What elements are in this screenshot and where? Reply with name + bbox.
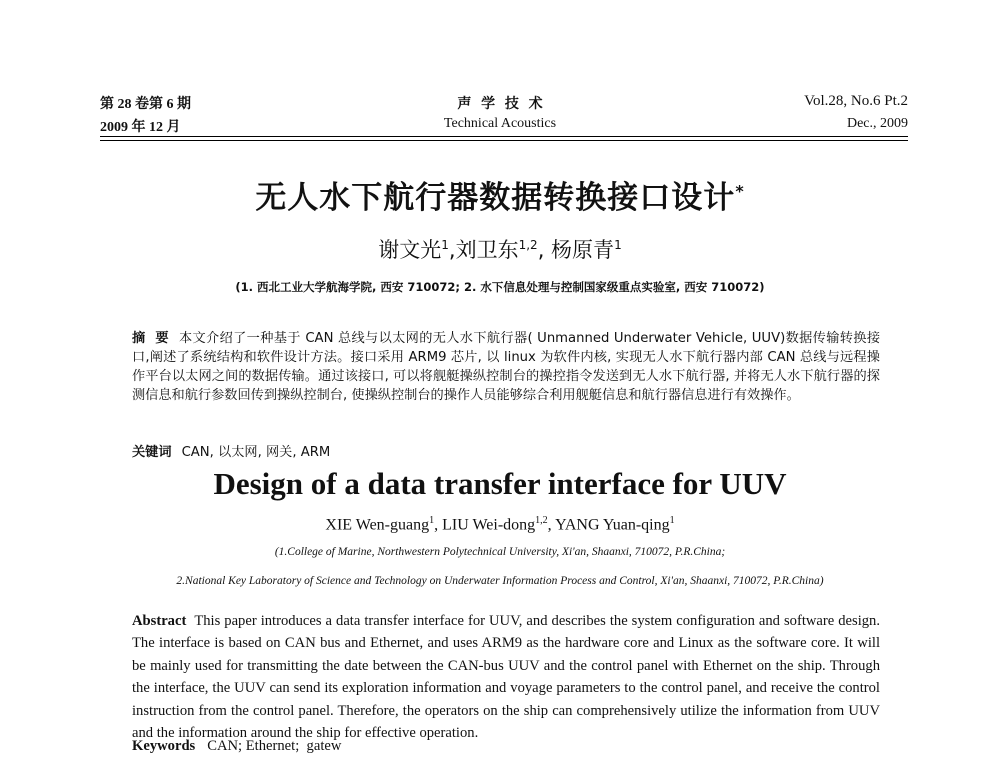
- en-title: Design of a data transfer interface for UUV: [213, 466, 787, 501]
- en-author-3: , YANG Yuan-qing: [547, 516, 670, 534]
- header-volume-cn: 第 28 卷第 6 期: [100, 97, 191, 112]
- en-author-2: , LIU Wei-dong: [434, 516, 536, 534]
- cn-keywords-label: 关键词: [132, 445, 172, 460]
- cn-title: [0, 172, 1000, 217]
- header-journal-cn: 声 学 技 术: [457, 96, 543, 112]
- header-volume-en: Vol.28, No.6 Pt.2: [804, 93, 908, 109]
- header-journal-en: Technical Acoustics: [443, 116, 557, 131]
- header-date-en: Dec., 2009: [846, 116, 908, 131]
- en-keywords-text: CAN; Ethernet; gatew: [207, 738, 342, 754]
- cn-abstract: [132, 329, 880, 405]
- en-abstract-text: This paper introduces a data transfer interface for UUV, and describes the system configuration and software design. The interface is based on CAN bus and Ethernet, and uses ARM9 as the hardware core and Linux as the software core. It will be mainly used for transmitting the date between the CAN-bus UUV and the control panel with Ethernet on the ship. Through the interface, the UUV can send its exploration information and voyage parameters to the control panel, and receive the control instruction from the control panel. Therefore, the operators on the ship can comprehensively utilize the information from UUV and the information around the ship for effective operation.: [132, 613, 880, 742]
- en-author-1: XIE Wen-guang: [325, 516, 430, 534]
- en-abstract-label: Abstract: [132, 613, 187, 629]
- cn-title-text: 无人水下航行器数据转换接口设计: [255, 180, 736, 216]
- cn-author-1-sup: 1: [441, 238, 449, 252]
- cn-author-3: , 杨原青: [537, 238, 615, 262]
- cn-author-2-sup: 1,2: [518, 238, 538, 252]
- en-affiliation-1: (1.College of Marine, Northwestern Polytechnical University, Xi'an, Shaanxi, 710072, P.R.China;: [274, 546, 726, 558]
- en-affiliation-2: 2.National Key Laboratory of Science and Technology on Underwater Information Process and Control, Xi'an, Shaanxi, 710072, P.R.China): [176, 575, 824, 587]
- cn-abstract-label: 摘 要: [132, 331, 169, 346]
- cn-title-footnote-mark: *: [735, 181, 745, 201]
- cn-affiliation: (1. 西北工业大学航海学院, 西安 710072; 2. 水下信息处理与控制国家级重点实验室, 西安 710072): [235, 280, 765, 294]
- cn-author-3-sup: 1: [614, 238, 622, 252]
- en-author-3-sup: 1: [669, 515, 675, 526]
- header-date-cn: 2009 年 12 月: [100, 120, 181, 135]
- header-rule-bottom: [100, 140, 908, 141]
- en-keywords: [132, 738, 880, 755]
- cn-abstract-text: 本文介绍了一种基于 CAN 总线与以太网的无人水下航行器( Unmanned Underwater Vehicle, UUV)数据传输转换接口,阐述了系统结构和软件设计方法。接口采用 ARM9 芯片, 以 linux 为软件内核, 实现无人水下航行器内部 CAN 总线与远程操作平台以太网之间的数据传输。通过该接口, 可以将舰艇操纵控制台的操控指令发送到无人水下航行器, 并将无人水下航行器的探测信息和航行参数回传到操纵控制台, 使操纵控制台的操作人员能够综合利用舰艇信息和航行器信息进行有效操作。: [132, 331, 881, 403]
- cn-author-2: ,刘卫东: [448, 238, 519, 262]
- cn-keywords: [132, 441, 880, 460]
- en-author-1-sup: 1: [429, 515, 435, 526]
- cn-keywords-text: CAN, 以太网, 网关, ARM: [181, 445, 331, 460]
- en-author-2-sup: 1,2: [535, 515, 548, 526]
- cn-authors: [0, 234, 1000, 264]
- header-rule-top: [100, 136, 908, 137]
- en-authors: [0, 515, 1000, 534]
- en-keywords-label: Keywords: [132, 738, 196, 754]
- en-abstract: [132, 610, 880, 744]
- cn-author-1: 谢文光: [378, 238, 442, 262]
